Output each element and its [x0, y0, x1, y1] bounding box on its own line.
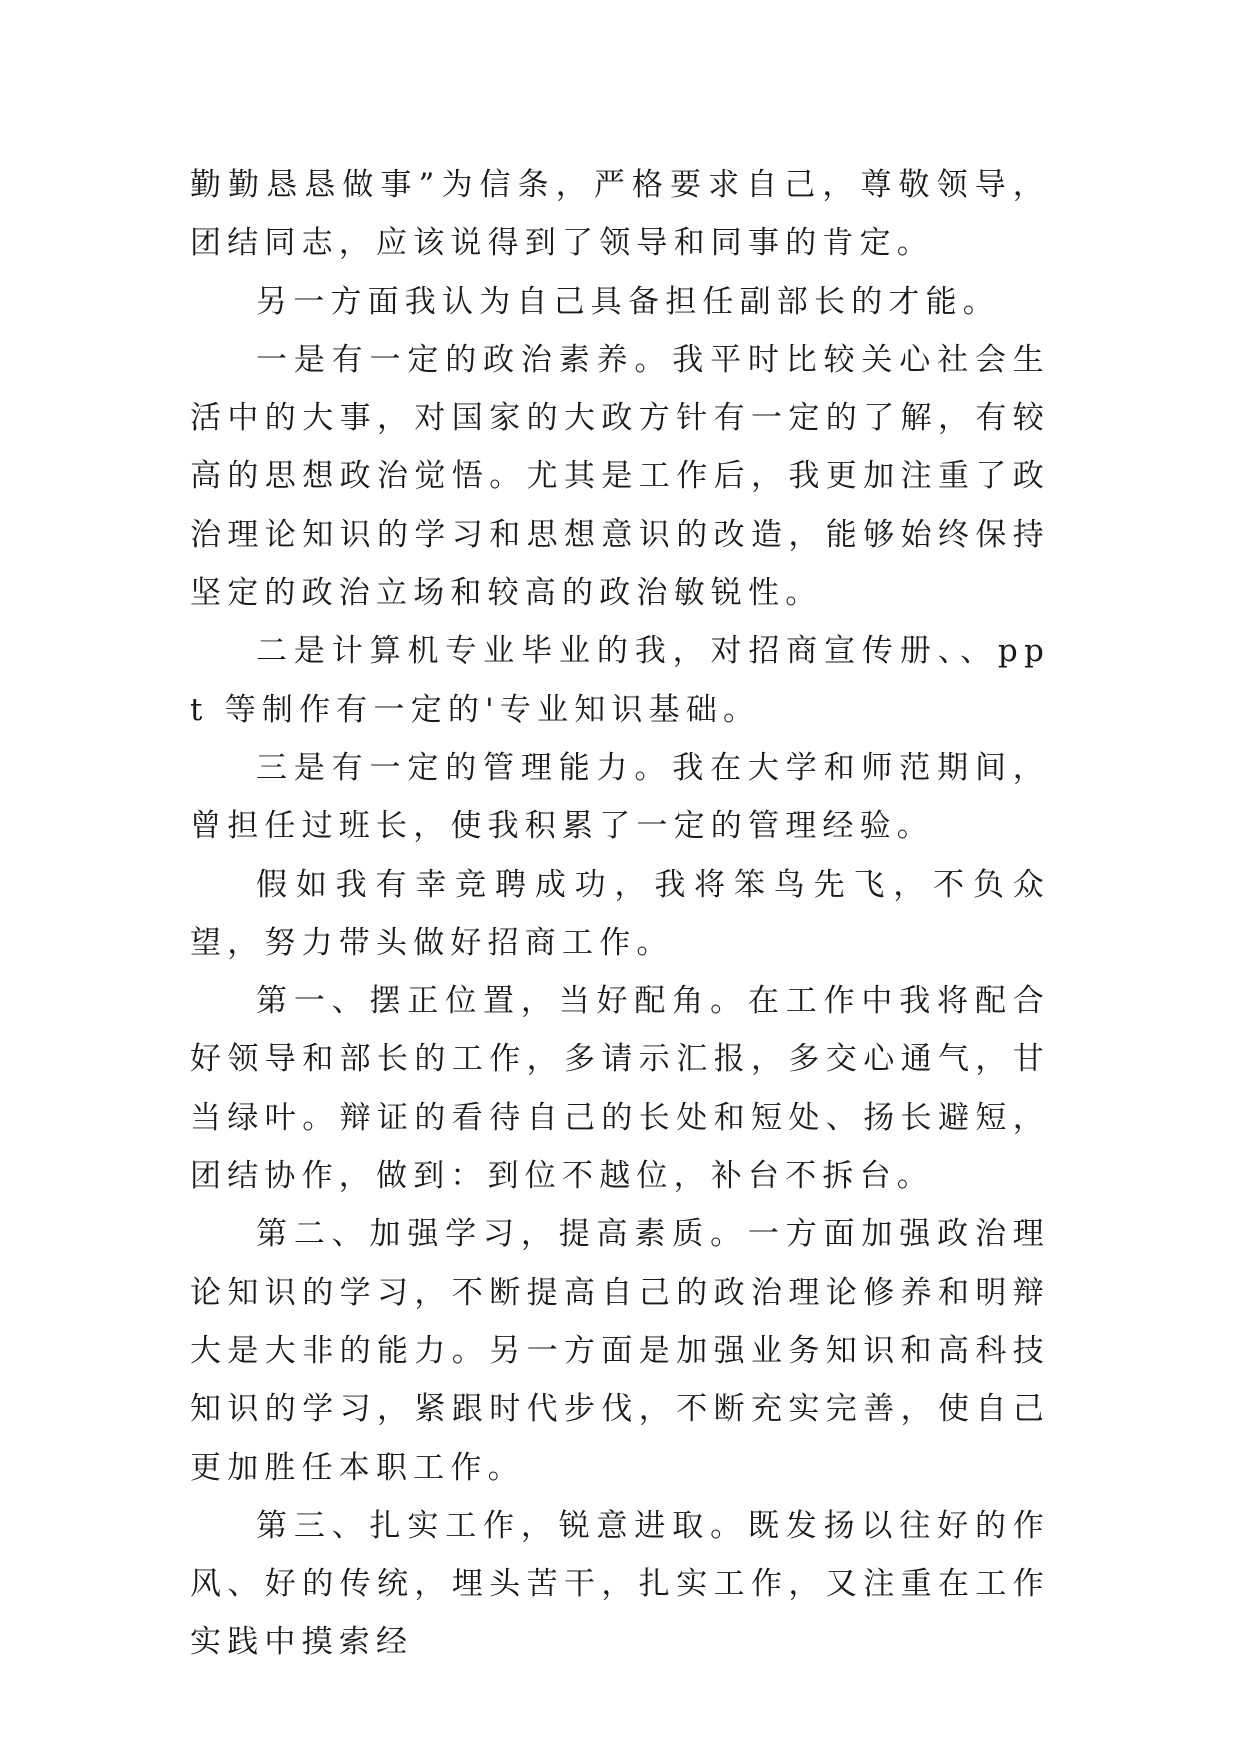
paragraph-ability-intro: 另一方面我认为自己具备担任副部长的才能。	[256, 283, 1000, 320]
paragraph-computer-skills: 二是计算机专业毕业的我，对招商宣传册、、ppt 等制作有一定的'专业知识基础。	[190, 633, 1050, 728]
paragraph-point-one: 第一、摆正位置，当好配角。在工作中我将配合好领导和部长的工作，多请示汇报，多交心通气，甘当绿叶。辩证的看待自己的长处和短处、扬长避短，团结协作，做到：到位不越位，补台不拆台。	[190, 983, 1050, 1195]
paragraph-point-three: 第三、扎实工作，锐意进取。既发扬以往好的作风、好的传统，埋头苦干，扎实工作，又注重在工作实践中摸索经	[190, 1507, 1050, 1661]
paragraph-point-two: 第二、加强学习，提高素质。一方面加强政治理论知识的学习，不断提高自己的政治理论修养和明辩大是大非的能力。另一方面是加强业务知识和高科技知识的学习，紧跟时代步伐，不断充实完善，使自己更加胜任本职工作。	[190, 1216, 1050, 1486]
paragraph-political-literacy: 一是有一定的政治素养。我平时比较关心社会生活中的大事，对国家的大政方针有一定的了解，有较高的思想政治觉悟。尤其是工作后，我更加注重了政治理论知识的学习和思想意识的改造，能够始终保持坚定的政治立场和较高的政治敏锐性。	[190, 341, 1050, 612]
paragraph-continuation: 勤勤恳恳做事”为信条，严格要求自己，尊敬领导，团结同志，应该说得到了领导和同事的肯定。	[190, 167, 1050, 262]
document-body	[190, 156, 1050, 1672]
paragraph-management-ability: 三是有一定的管理能力。我在大学和师范期间，曾担任过班长，使我积累了一定的管理经验。	[190, 749, 1050, 845]
paragraph-if-successful: 假如我有幸竞聘成功，我将笨鸟先飞，不负众望，努力带头做好招商工作。	[190, 866, 1050, 961]
